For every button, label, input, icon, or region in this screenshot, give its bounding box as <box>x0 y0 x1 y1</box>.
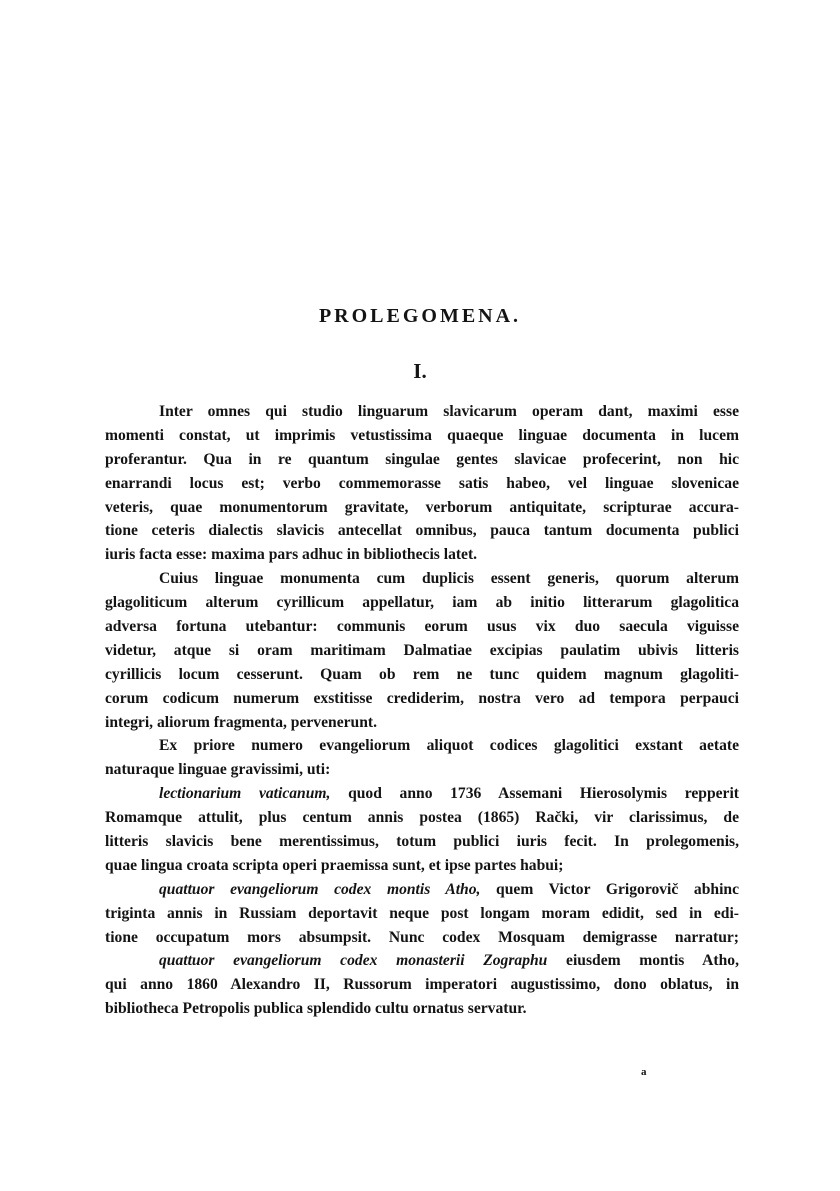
line-text: adversa fortuna utebantur: communis eorum usus vix duo saecula viguisse <box>105 618 739 636</box>
text-line <box>105 519 739 543</box>
line-text: Romamque attulit, plus centum annis postea (1865) Rački, vir clarissimus, de <box>105 809 739 827</box>
line-text: qui anno 1860 Alexandro II, Russorum imperatori augustissimo, dono oblatus, in <box>105 976 739 994</box>
text-line <box>105 949 739 973</box>
line-text: bibliotheca Petropolis publica splendido cultu ornatus servatur. <box>105 1000 527 1018</box>
signature-mark: a <box>641 1066 647 1078</box>
text-line <box>105 758 739 782</box>
line-text: tione ceteris dialectis slavicis antecellat omnibus, pauca tantum documenta publici <box>105 522 739 540</box>
text-line <box>105 902 739 926</box>
text-line <box>105 543 739 567</box>
text-line <box>105 567 739 591</box>
page-title: PROLEGOMENA. <box>318 305 522 327</box>
line-text: glagoliticum alterum cyrillicum appellatur, iam ab initio litterarum glagolitica <box>105 594 739 612</box>
text-line <box>105 400 739 424</box>
text-line <box>105 448 739 472</box>
line-text: proferantur. Qua in re quantum singulae gentes slavicae profecerint, non hic <box>105 450 739 468</box>
line-text: quem Victor Grigorovič abhinc <box>480 880 739 898</box>
italic-title: quattuor evangeliorum codex montis Atho, <box>159 880 481 898</box>
line-text: Inter omnes qui studio linguarum slavicarum operam dant, maximi esse <box>159 403 739 420</box>
line-text: integri, aliorum fragmenta, pervenerunt. <box>105 713 377 731</box>
text-line <box>105 878 739 902</box>
text-line <box>105 639 739 663</box>
line-text: corum codicum numerum exstitisse crediderim, nostra vero ad tempora perpauci <box>105 689 739 707</box>
line-text: cyrillicis locum cesserunt. Quam ob rem ne tunc quidem magnum glagoliti- <box>105 665 739 683</box>
line-text: triginta annis in Russiam deportavit neque post longam moram edidit, sed in edi- <box>105 904 739 922</box>
text-line <box>105 711 739 735</box>
body-text <box>105 400 739 1021</box>
text-line <box>105 496 739 520</box>
text-line <box>105 854 739 878</box>
line-text: enarrandi locus est; verbo commemorasse satis habeo, vel linguae slovenicae <box>105 474 739 492</box>
line-text: litteris slavicis bene merentissimus, totum publici iuris fecit. In prolegomenis, <box>105 833 739 851</box>
line-text: momenti constat, ut imprimis vetustissima quaeque linguae documenta in lucem <box>105 426 739 444</box>
text-line <box>105 926 739 950</box>
line-text: tione occupatum mors absumpsit. Nunc codex Mosquam demigrasse narratur; <box>105 928 739 946</box>
line-text: Ex priore numero evangeliorum aliquot codices glagolitici exstant aetate <box>159 737 739 755</box>
text-line <box>105 782 739 806</box>
text-line <box>105 687 739 711</box>
text-line <box>105 734 739 758</box>
line-text: Cuius linguae monumenta cum duplicis essent generis, quorum alterum <box>159 570 739 588</box>
line-text: quod anno 1736 Assemani Hierosolymis repperit <box>330 785 739 803</box>
text-line <box>105 806 739 830</box>
line-text: eiusdem montis Atho, <box>547 952 739 970</box>
line-text: veteris, quae monumentorum gravitate, verborum antiquitate, scripturae accura- <box>105 498 739 516</box>
text-line <box>105 663 739 687</box>
line-text: iuris facta esse: maxima pars adhuc in bibliothecis latet. <box>105 546 478 564</box>
section-number: I. <box>413 359 427 383</box>
italic-title: lectionarium vaticanum, <box>159 785 331 803</box>
text-line <box>105 472 739 496</box>
text-line <box>105 973 739 997</box>
text-line <box>105 997 739 1021</box>
text-line <box>105 615 739 639</box>
text-line <box>105 591 739 615</box>
line-text: quae lingua croata scripta operi praemissa sunt, et ipse partes habui; <box>105 856 564 874</box>
line-text: naturaque linguae gravissimi, uti: <box>105 761 331 779</box>
text-line <box>105 424 739 448</box>
line-text: videtur, atque si oram maritimam Dalmatiae excipias paulatim ubivis litteris <box>105 641 739 659</box>
text-line <box>105 830 739 854</box>
italic-title: quattuor evangeliorum codex monasterii Zographu <box>159 952 548 970</box>
